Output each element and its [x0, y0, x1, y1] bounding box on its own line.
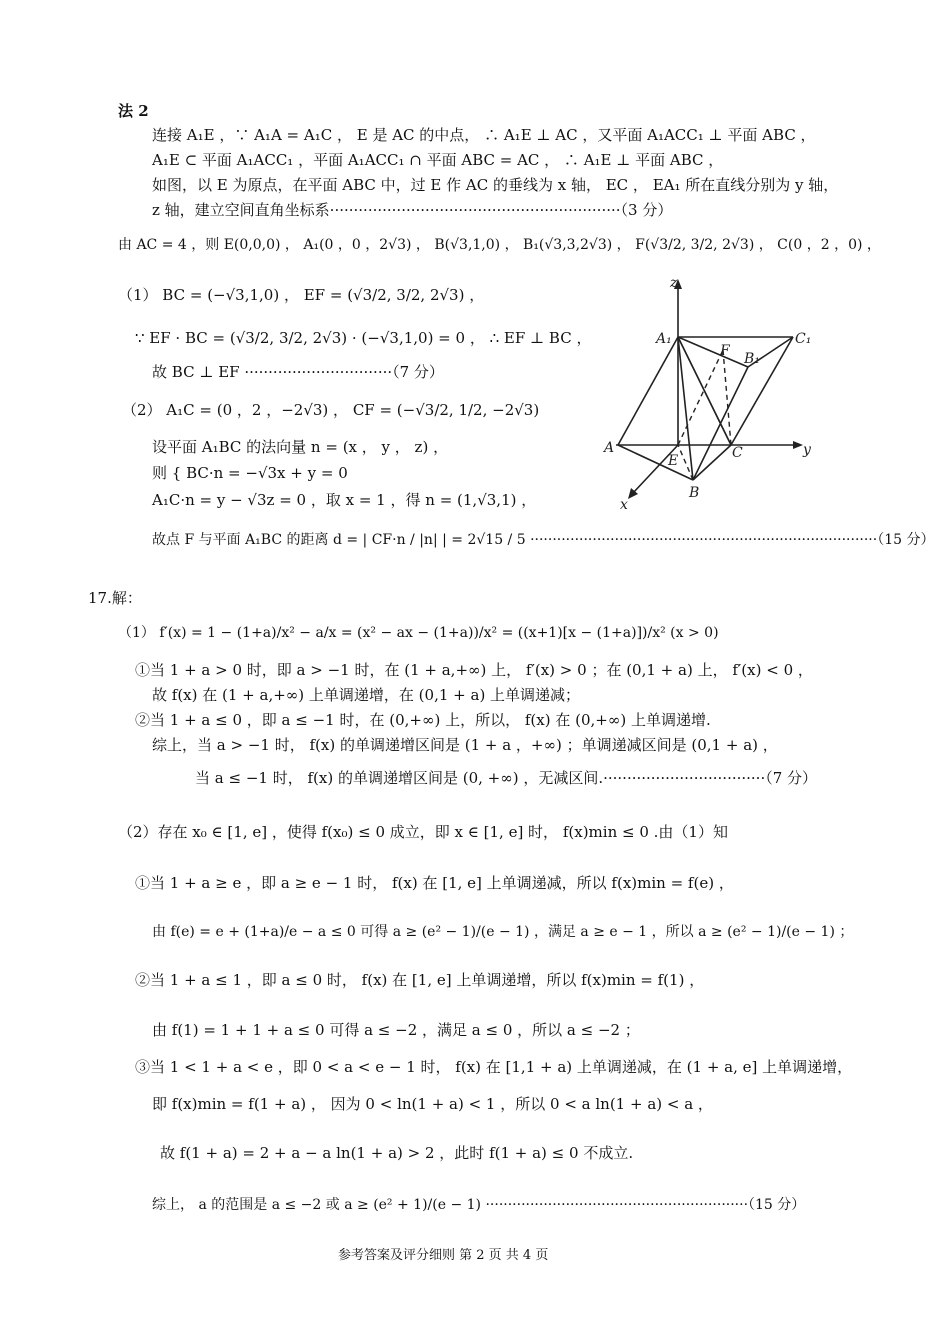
q17-k3-c: 故 f(1 + a) = 2 + a − a ln(1 + a) > 2 ，此时 f(1 + a) ≤ 0 不成立. [160, 1144, 634, 1162]
q17-k2-b: 由 f(1) = 1 + 1 + a ≤ 0 可得 a ≤ −2 ，满足 a ≤ 0 ，所以 a ≤ −2 ； [152, 1021, 640, 1039]
prism-figure [598, 275, 823, 510]
q17-derivative: （1） f′(x) = 1 − (1+a)/x² − a/x = (x² − ax − (1+a))/x² = ((x+1)[x − (1+a)])/x² (x > 0) [118, 625, 719, 641]
q17-heading: 17.解： [88, 589, 142, 607]
label-b: B [689, 485, 700, 501]
q17-case1-b: 故 f(x) 在 (1 + a,+∞) 上单调递增，在 (0,1 + a) 上单调递减； [152, 686, 581, 704]
q17-final: 综上， a 的范围是 a ≤ −2 或 a ≥ (e² + 1)/(e − 1) ···························································（15 分） [152, 1197, 806, 1213]
q17-summary-a: 综上，当 a > −1 时， f(x) 的单调递增区间是 (1 + a ，+∞) ；单调递减区间是 (0,1 + a) ， [152, 736, 778, 754]
method2-line4: z 轴，建立空间直角坐标系·····························································（3 分） [152, 201, 673, 219]
y-axis-arrow [793, 441, 803, 449]
q17-k1-a: ①当 1 + a ≥ e ，即 a ≥ e − 1 时， f(x) 在 [1, e] 上单调递减，所以 f(x)min = f(e) ， [135, 874, 734, 892]
part1-conclusion: 故 BC ⊥ EF ·······························（7 分） [152, 363, 444, 381]
q17-k1-b: 由 f(e) = e + (1+a)/e − a ≤ 0 可得 a ≥ (e² − 1)/(e − 1) ，满足 a ≥ e − 1 ，所以 a ≥ (e² − 1)/(e − 1) ； [152, 924, 854, 940]
q17-k3-b: 即 f(x)min = f(1 + a) ， 因为 0 < ln(1 + a) < 1 ，所以 0 < a ln(1 + a) < a ， [152, 1095, 713, 1113]
label-c1: C₁ [795, 331, 812, 347]
q17-case2: ②当 1 + a ≤ 0 ，即 a ≤ −1 时，在 (0,+∞) 上，所以， f(x) 在 (0,+∞) 上单调递增. [135, 711, 711, 729]
method2-heading: 法 2 [118, 102, 149, 120]
q17-k3-a: ③当 1 < 1 + a < e ，即 0 < a < e − 1 时， f(x) 在 [1,1 + a) 上单调递减，在 (1 + a, e] 上单调递增， [135, 1058, 853, 1076]
label-x: x [620, 497, 628, 510]
label-b1: B₁ [744, 351, 760, 367]
q17-part2-intro: （2）存在 x₀ ∈ [1, e] ，使得 f(x₀) ≤ 0 成立，即 x ∈ [1, e] 时， f(x)min ≤ 0 .由（1）知 [118, 823, 728, 841]
part2-normal-vector: 设平面 A₁BC 的法向量 n = (x ， y ， z) ， [152, 438, 449, 456]
label-a: A [604, 440, 615, 456]
part2-system-row2: A₁C·n = y − √3z = 0 ，取 x = 1 ，得 n = (1,√3,1) ， [152, 491, 537, 509]
method2-line5: 由 AC = 4 ，则 E(0,0,0) ， A₁(0 ，0 ，2√3) ， B(√3,1,0) ， B₁(√3,3,2√3) ， F(√3/2, 3/2, 2√3) ， C(0 ，2 ，0) ， [118, 237, 881, 253]
method2-line3: 如图，以 E 为原点，在平面 ABC 中，过 E 作 AC 的垂线为 x 轴， EC ， EA₁ 所在直线分别为 y 轴， [152, 176, 839, 194]
part2-distance: 故点 F 与平面 A₁BC 的距离 d = | CF·n / |n| | = 2√15 / 5 ··············································································（15 分） [152, 532, 935, 548]
label-y: y [803, 442, 811, 458]
label-f: F [720, 343, 730, 359]
part2-system-row1: 则 { BC·n = −√3x + y = 0 [152, 464, 348, 482]
part1-vectors: （1） BC = (−√3,1,0) ， EF = (√3/2, 3/2, 2√3) ， [118, 286, 485, 304]
label-e: E [668, 453, 679, 469]
page-footer: 参考答案及评分细则 第 2 页 共 4 页 [338, 1248, 549, 1263]
q17-k2-a: ②当 1 + a ≤ 1 ，即 a ≤ 0 时， f(x) 在 [1, e] 上单调递增，所以 f(x)min = f(1) ， [135, 971, 705, 989]
method2-line1: 连接 A₁E ，∵ A₁A = A₁C ， E 是 AC 的中点， ∴ A₁E ⊥ AC ，又平面 A₁ACC₁ ⊥ 平面 ABC ， [152, 126, 816, 144]
label-z: z [670, 275, 678, 291]
part1-dot-product: ∵ EF · BC = (√3/2, 3/2, 2√3) · (−√3,1,0) = 0 ， ∴ EF ⊥ BC ， [135, 329, 592, 347]
label-c: C [732, 445, 743, 461]
q17-summary-b: 当 a ≤ −1 时， f(x) 的单调递增区间是 (0, +∞) ，无减区间.··································（7 分） [195, 769, 818, 787]
method2-line2: A₁E ⊂ 平面 A₁ACC₁ ，平面 A₁ACC₁ ∩ 平面 ABC = AC ， ∴ A₁E ⊥ 平面 ABC ， [152, 151, 724, 169]
label-a1: A₁ [656, 331, 672, 347]
part2-vectors: （2） A₁C = (0 ，2 ，−2√3) ， CF = (−√3/2, 1/2, −2√3) [122, 401, 540, 419]
q17-case1-a: ①当 1 + a > 0 时，即 a > −1 时，在 (1 + a,+∞) 上， f′(x) > 0 ；在 (0,1 + a) 上， f′(x) < 0 ， [135, 661, 813, 679]
